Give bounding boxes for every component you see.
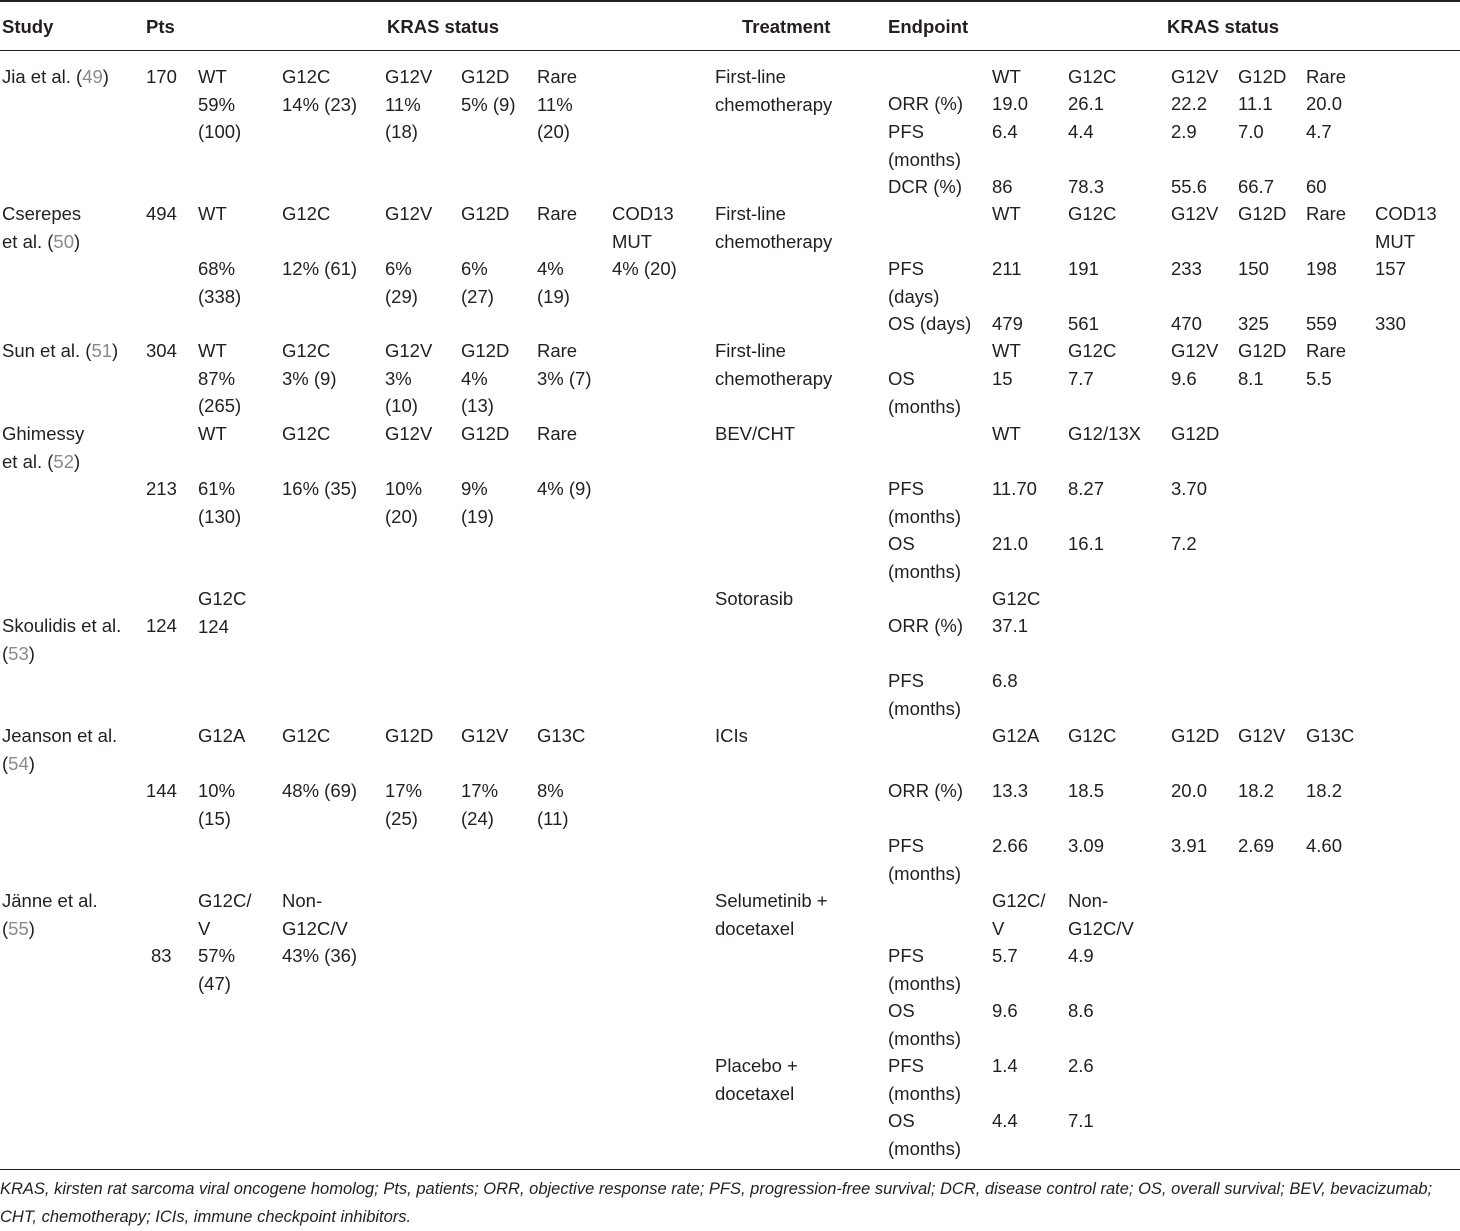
study-cell: Jia et al. (49)	[2, 66, 109, 87]
outcome-value: 479	[992, 313, 1023, 334]
endpoint-cell: OS (months)	[888, 533, 961, 582]
kras-group-label: Non- G12C/V	[282, 890, 348, 939]
outcome-value: 7.1	[1068, 1110, 1094, 1131]
outcome-head: G12/13X	[1068, 423, 1142, 444]
outcome-value: 330	[1375, 313, 1406, 334]
outcome-head: WT	[992, 203, 1021, 224]
outcome-value: 4.4	[1068, 121, 1094, 142]
kras-group-label: G12V	[461, 725, 509, 746]
outcome-head: G12D	[1238, 66, 1287, 87]
treatment-cell: ICIs	[715, 725, 748, 746]
kras-group-label: WT	[198, 423, 227, 444]
treatment-cell: BEV/CHT	[715, 423, 796, 444]
outcome-value: 9.6	[992, 1000, 1018, 1021]
outcome-value: 20.0	[1306, 93, 1343, 114]
outcome-value: 18.2	[1306, 780, 1343, 801]
outcome-value: 6.8	[992, 670, 1018, 691]
outcome-head: G12C/ V	[992, 890, 1046, 939]
kras-group-cell: G12D 5% (9)	[461, 66, 516, 115]
kras-group-share: 8% (11)	[537, 780, 569, 829]
kras-group-label: COD13 MUT	[612, 203, 674, 252]
endpoint-cell: ORR (%)	[888, 93, 964, 114]
endpoint-cell: PFS (months)	[888, 1055, 961, 1104]
kras-group-label: G12C/ V	[198, 890, 252, 939]
outcome-value: 559	[1306, 313, 1337, 334]
header-rule	[0, 50, 1460, 51]
header-kras-status-groups: KRAS status	[387, 16, 500, 37]
endpoint-cell: PFS (months)	[888, 835, 961, 884]
pts-cell: 83	[151, 945, 172, 966]
study-cell: Jeanson et al. (54)	[2, 725, 118, 774]
kras-group-share: 10% (20)	[385, 478, 423, 527]
header-study: Study	[2, 16, 54, 37]
kras-group-cell: WT 87% (265)	[198, 340, 242, 416]
outcome-value: 4.9	[1068, 945, 1094, 966]
kras-group-label: G12V	[385, 423, 433, 444]
kras-group-share: 4% (9)	[537, 478, 592, 499]
outcome-value: 198	[1306, 258, 1337, 279]
outcome-head: G12C	[1068, 66, 1117, 87]
kras-group-share: 10% (15)	[198, 780, 236, 829]
treatment-cell: Selumetinib + docetaxel	[715, 890, 828, 939]
outcome-value: 22.2	[1171, 93, 1208, 114]
outcome-value: 150	[1238, 258, 1269, 279]
outcome-value: 191	[1068, 258, 1099, 279]
kras-group-label: G12C	[282, 203, 331, 224]
outcome-value: 78.3	[1068, 176, 1105, 197]
outcome-value: 2.9	[1171, 121, 1197, 142]
endpoint-cell: OS (months)	[888, 1000, 961, 1049]
table-footnote: KRAS, kirsten rat sarcoma viral oncogene homolog; Pts, patients; ORR, objective response rate; PFS, progression-free survival; DCR, disease control rate; OS, overall survival; BEV, bevacizumab; CHT, chemotherapy; ICIs, immune checkpoint inhibitors.	[0, 1180, 1433, 1226]
outcome-head: COD13 MUT	[1375, 203, 1437, 252]
kras-group-share: 43% (36)	[282, 945, 358, 966]
kras-group-share: 4% (20)	[612, 258, 677, 279]
kras-group-label: Rare	[537, 423, 578, 444]
header-endpoint: Endpoint	[888, 16, 969, 37]
treatment-cell: Sotorasib	[715, 588, 794, 609]
kras-group-cell: Rare 11% (20)	[537, 66, 578, 142]
outcome-value: 20.0	[1171, 780, 1208, 801]
outcome-head: G13C	[1306, 725, 1355, 746]
outcome-value: 6.4	[992, 121, 1018, 142]
outcome-value: 26.1	[1068, 93, 1105, 114]
outcome-value: 18.2	[1238, 780, 1275, 801]
outcome-value: 470	[1171, 313, 1202, 334]
kras-group-label: WT	[198, 203, 227, 224]
header-pts: Pts	[146, 16, 175, 37]
outcome-value: 15	[992, 368, 1013, 389]
pts-cell: 494	[146, 203, 177, 224]
endpoint-cell: ORR (%)	[888, 780, 964, 801]
treatment-cell: First-line chemotherapy	[715, 203, 833, 252]
outcome-value: 8.6	[1068, 1000, 1094, 1021]
outcome-value: 8.27	[1068, 478, 1105, 499]
header-treatment: Treatment	[742, 16, 831, 37]
outcome-value: 3.91	[1171, 835, 1208, 856]
outcome-value: 325	[1238, 313, 1269, 334]
kras-group-share: 61% (130)	[198, 478, 242, 527]
study-cell: Sun et al. (51)	[2, 340, 119, 361]
endpoint-cell: OS (months)	[888, 368, 961, 417]
study-cell: Skoulidis et al. (53)	[2, 615, 122, 664]
outcome-value: 2.69	[1238, 835, 1275, 856]
outcome-head: G12D	[1171, 423, 1220, 444]
outcome-value: 1.4	[992, 1055, 1018, 1076]
outcome-value: 2.6	[1068, 1055, 1094, 1076]
outcome-head: Rare	[1306, 66, 1347, 87]
bottom-rule	[0, 1169, 1460, 1170]
kras-group-label: Rare	[537, 203, 578, 224]
outcome-value: 4.7	[1306, 121, 1332, 142]
outcome-value: 211	[992, 258, 1022, 279]
endpoint-cell: PFS (months)	[888, 670, 961, 719]
outcome-value: 60	[1306, 176, 1327, 197]
kras-group-label: G12V	[385, 203, 433, 224]
kras-group-share: 57% (47)	[198, 945, 236, 994]
kras-group-share: 12% (61)	[282, 258, 358, 279]
treatment-cell: Placebo + docetaxel	[715, 1055, 798, 1104]
outcome-value: 13.3	[992, 780, 1029, 801]
outcome-value: 16.1	[1068, 533, 1105, 554]
outcome-head: WT	[992, 423, 1021, 444]
pts-cell: 144	[146, 780, 177, 801]
kras-group-label: G12D	[461, 423, 510, 444]
endpoint-cell: PFS (days)	[888, 258, 940, 307]
outcome-value: 8.1	[1238, 368, 1264, 389]
outcome-head: G12D	[1171, 725, 1220, 746]
outcome-value: 7.0	[1238, 121, 1264, 142]
endpoint-cell: PFS (months)	[888, 945, 961, 994]
outcome-head: G12V	[1171, 340, 1219, 361]
outcome-value: 5.5	[1306, 368, 1332, 389]
kras-group-share: 17% (25)	[385, 780, 423, 829]
outcome-head: G12V	[1171, 66, 1219, 87]
kras-group-share: 4% (19)	[537, 258, 570, 307]
outcome-value: 11.70	[992, 478, 1037, 499]
pts-cell: 304	[146, 340, 177, 361]
outcome-head: G12C	[1068, 340, 1117, 361]
kras-group-cell: WT 59% (100)	[198, 66, 242, 142]
outcome-value: 66.7	[1238, 176, 1275, 197]
outcome-head: WT	[992, 340, 1021, 361]
outcome-value: 18.5	[1068, 780, 1105, 801]
endpoint-cell: OS (months)	[888, 1110, 961, 1159]
study-cell: Jänne et al. (55)	[2, 890, 98, 939]
endpoint-cell: DCR (%)	[888, 176, 962, 197]
outcome-head: G12D	[1238, 203, 1287, 224]
header-kras-status-outcomes: KRAS status	[1167, 16, 1280, 37]
kras-group-label: G12D	[385, 725, 434, 746]
outcome-head: G12C	[1068, 725, 1117, 746]
outcome-value: 21.0	[992, 533, 1029, 554]
outcome-head: G12V	[1171, 203, 1219, 224]
outcome-value: 561	[1068, 313, 1099, 334]
outcome-value: 2.66	[992, 835, 1029, 856]
outcome-head: WT	[992, 66, 1021, 87]
outcome-value: 37.1	[992, 615, 1029, 636]
outcome-value: 5.7	[992, 945, 1018, 966]
kras-group-cell: G12V 11% (18)	[385, 66, 433, 142]
kras-group-cell: G12V 3% (10)	[385, 340, 433, 416]
pts-cell: 170	[146, 66, 177, 87]
kras-group-label: G12C	[282, 423, 331, 444]
outcome-head: G12A	[992, 725, 1040, 746]
outcome-head: Rare	[1306, 340, 1347, 361]
outcome-value: 157	[1375, 258, 1406, 279]
treatment-cell: First-line chemotherapy	[715, 340, 833, 389]
outcome-head: G12V	[1238, 725, 1286, 746]
outcome-head: G12C	[1068, 203, 1117, 224]
outcome-value: 3.70	[1171, 478, 1208, 499]
outcome-value: 3.09	[1068, 835, 1105, 856]
kras-group-label: G12A	[198, 725, 246, 746]
endpoint-cell: PFS (months)	[888, 478, 961, 527]
kras-group-cell: G12C 14% (23)	[282, 66, 358, 115]
endpoint-cell: OS (days)	[888, 313, 972, 334]
outcome-head: Rare	[1306, 203, 1347, 224]
kras-group-label: G12D	[461, 203, 510, 224]
outcome-value: 19.0	[992, 93, 1029, 114]
outcome-value: 11.1	[1238, 93, 1273, 114]
kras-group-cell: G12C 124	[198, 588, 247, 637]
kras-group-share: 6% (27)	[461, 258, 494, 307]
outcome-value: 86	[992, 176, 1013, 197]
outcome-value: 4.4	[992, 1110, 1018, 1131]
kras-group-share: 17% (24)	[461, 780, 499, 829]
pts-cell: 213	[146, 478, 177, 499]
treatment-cell: First-line chemotherapy	[715, 66, 833, 115]
outcome-value: 4.60	[1306, 835, 1343, 856]
study-cell: Ghimessy et al. (52)	[2, 423, 85, 472]
kras-group-label: G12C	[282, 725, 331, 746]
outcome-value: 55.6	[1171, 176, 1208, 197]
outcome-value: 7.7	[1068, 368, 1094, 389]
kras-group-share: 6% (29)	[385, 258, 418, 307]
kras-group-share: 48% (69)	[282, 780, 358, 801]
pts-cell: 124	[146, 615, 177, 636]
kras-group-share: 9% (19)	[461, 478, 494, 527]
outcome-head: G12D	[1238, 340, 1287, 361]
outcome-head: G12C	[992, 588, 1041, 609]
kras-group-label: G13C	[537, 725, 586, 746]
kras-group-cell: G12C 3% (9)	[282, 340, 337, 389]
endpoint-cell: ORR (%)	[888, 615, 964, 636]
kras-group-cell: Rare 3% (7)	[537, 340, 592, 389]
study-cell: Cserepes et al. (50)	[2, 203, 82, 252]
endpoint-cell: PFS (months)	[888, 121, 961, 170]
kras-group-share: 16% (35)	[282, 478, 358, 499]
outcome-value: 9.6	[1171, 368, 1197, 389]
kras-group-cell: G12D 4% (13)	[461, 340, 510, 416]
top-rule	[0, 0, 1460, 2]
kras-group-share: 68% (338)	[198, 258, 242, 307]
outcome-value: 233	[1171, 258, 1202, 279]
outcome-head: Non- G12C/V	[1068, 890, 1134, 939]
outcome-value: 7.2	[1171, 533, 1197, 554]
